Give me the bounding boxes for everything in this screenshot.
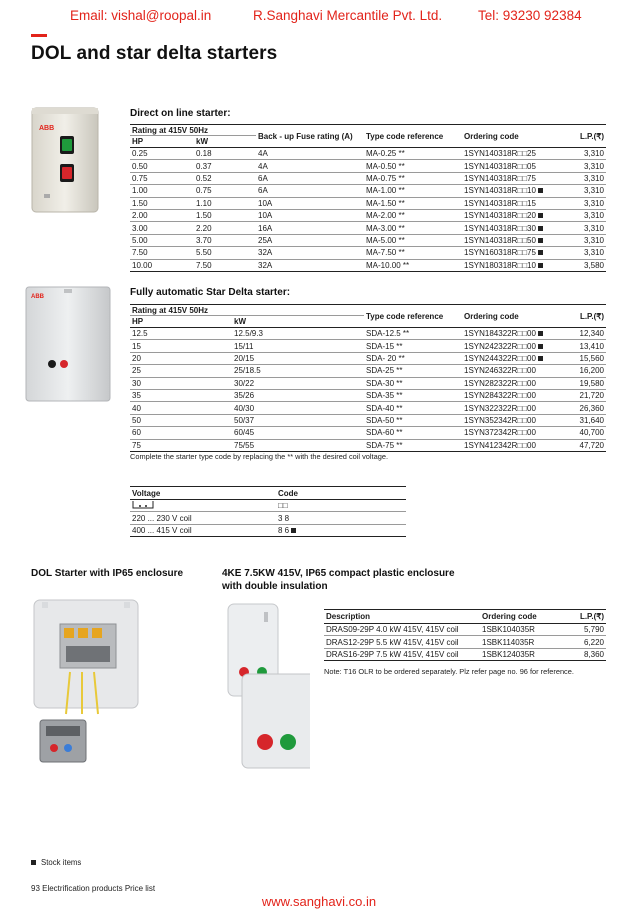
table-row: [130, 414, 606, 426]
list-price-cell: 47,720: [554, 439, 606, 451]
fuse-cell: 6A: [256, 185, 364, 197]
star-kw-header: kW: [234, 317, 246, 326]
table-row: [130, 148, 606, 160]
type-code-cell: MA-5.00 **: [364, 234, 462, 246]
ordering-code-cell: 1SBK104035R: [480, 624, 560, 636]
description-cell: DRAS16-29P 7.5 kW 415V, 415V coil: [324, 648, 480, 660]
star-ordering-header: Ordering code: [464, 311, 519, 321]
fuse-cell: 4A: [256, 148, 364, 160]
type-code-cell: SDA-15 **: [364, 340, 462, 352]
fuse-cell: 16A: [256, 222, 364, 234]
stock-square-icon: [538, 226, 543, 231]
hp-cell: 0.50: [130, 160, 194, 172]
stock-square-icon: [538, 344, 543, 349]
list-price-cell: 19,580: [554, 377, 606, 389]
ip65-ordering-header: Ordering code: [482, 612, 537, 621]
type-code-cell: SDA-35 **: [364, 389, 462, 401]
type-code-cell: MA-3.00 **: [364, 222, 462, 234]
hp-cell: 75: [130, 439, 232, 451]
star-abb-logo: ABB: [31, 294, 44, 300]
type-code-cell: MA-0.50 **: [364, 160, 462, 172]
table-row: [130, 234, 606, 246]
list-price-cell: 15,560: [554, 352, 606, 364]
kw-cell: 1.50: [194, 209, 256, 221]
fuse-cell: 10A: [256, 209, 364, 221]
kw-cell: 5.50: [194, 247, 256, 259]
table-row: [130, 247, 606, 259]
dol-type-header: Type code reference: [366, 131, 444, 141]
ordering-code-cell: 1SYN284322R□□00: [462, 389, 554, 401]
kw-cell: 20/15: [232, 352, 364, 364]
list-price-cell: 3,310: [554, 234, 606, 246]
ordering-code-cell: 1SYN160318R□□75: [462, 247, 554, 259]
table-row: [130, 160, 606, 172]
kw-cell: 35/26: [232, 389, 364, 401]
hp-cell: 10.00: [130, 259, 194, 271]
kw-cell: 0.75: [194, 185, 256, 197]
table-row: [130, 172, 606, 184]
table-row: [130, 340, 606, 352]
ip65-dol-title: DOL Starter with IP65 enclosure: [31, 568, 184, 579]
ip65-title-line1: 4KE 7.5KW 415V, IP65 compact plastic enclosure: [222, 568, 455, 579]
table-row: [130, 512, 406, 524]
type-code-cell: SDA-12.5 **: [364, 328, 462, 340]
ordering-code-cell: 1SYN352342R□□00: [462, 414, 554, 426]
hp-cell: 1.00: [130, 185, 194, 197]
kw-cell: 50/37: [232, 414, 364, 426]
hp-cell: 1.50: [130, 197, 194, 209]
ordering-code-cell: 1SBK124035R: [480, 648, 560, 660]
kw-cell: 40/30: [232, 402, 364, 414]
ordering-code-cell: 1SYN282322R□□00: [462, 377, 554, 389]
hp-cell: 2.00: [130, 209, 194, 221]
ordering-code-cell: 1SYN140318R□□30: [462, 222, 554, 234]
table-row: [130, 427, 606, 439]
type-code-cell: SDA-40 **: [364, 402, 462, 414]
stock-square-icon: [291, 528, 296, 533]
voltage-table: [130, 486, 406, 537]
star-note: Complete the starter type code by replacing the ** with the desired coil voltage.: [130, 452, 388, 461]
kw-cell: 7.50: [194, 259, 256, 271]
list-price-cell: 12,340: [554, 328, 606, 340]
ordering-code-cell: 1SYN412342R□□00: [462, 439, 554, 451]
list-price-cell: 3,310: [554, 197, 606, 209]
table-row: [130, 352, 606, 364]
ordering-code-cell: 1SYN242322R□□00: [462, 340, 554, 352]
ip65-description-header: Description: [326, 612, 371, 621]
ordering-code-cell: 1SYN322322R□□00: [462, 402, 554, 414]
type-code-cell: SDA-75 **: [364, 439, 462, 451]
ordering-code-cell: 1SYN140318R□□15: [462, 197, 554, 209]
hp-cell: 15: [130, 340, 232, 352]
table-row: [130, 222, 606, 234]
kw-cell: 3.70: [194, 234, 256, 246]
list-price-cell: 3,310: [554, 185, 606, 197]
ip65-note: Note: T16 OLR to be ordered separately. Plz refer page no. 96 for reference.: [324, 667, 574, 676]
stock-square-icon: [538, 238, 543, 243]
type-code-cell: MA-10.00 **: [364, 259, 462, 271]
stock-square-icon: [538, 213, 543, 218]
fuse-cell: 32A: [256, 259, 364, 271]
hp-cell: 35: [130, 389, 232, 401]
table-row: [130, 259, 606, 271]
ordering-code-cell: 1SYN244322R□□00: [462, 352, 554, 364]
kw-cell: 15/11: [232, 340, 364, 352]
description-cell: DRAS12-29P 5.5 kW 415V, 415V coil: [324, 636, 480, 648]
type-code-cell: SDA-25 **: [364, 365, 462, 377]
fuse-cell: 25A: [256, 234, 364, 246]
table-row: [130, 439, 606, 451]
ordering-code-cell: 1SYN184322R□□00: [462, 328, 554, 340]
hp-cell: 0.25: [130, 148, 194, 160]
list-price-cell: 3,310: [554, 247, 606, 259]
ordering-code-cell: 1SYN372342R□□00: [462, 427, 554, 439]
code-header: Code: [278, 488, 298, 498]
kw-cell: 12.5/9.3: [232, 328, 364, 340]
list-price-cell: 3,310: [554, 148, 606, 160]
type-code-cell: SDA-30 **: [364, 377, 462, 389]
table-row: [130, 197, 606, 209]
type-code-cell: SDA- 20 **: [364, 352, 462, 364]
table-row: [130, 500, 406, 512]
ordering-code-cell: 1SYN180318R□□10: [462, 259, 554, 271]
table-row: [130, 377, 606, 389]
hp-cell: 3.00: [130, 222, 194, 234]
type-code-cell: MA-2.00 **: [364, 209, 462, 221]
code-cell: 3 8: [276, 512, 406, 524]
stock-square-icon: [538, 250, 543, 255]
hp-cell: 50: [130, 414, 232, 426]
website-link[interactable]: www.sanghavi.co.in: [261, 894, 377, 909]
kw-cell: 0.52: [194, 172, 256, 184]
list-price-cell: 31,640: [554, 414, 606, 426]
dol-starter-image: [30, 104, 102, 216]
kw-cell: 1.10: [194, 197, 256, 209]
list-price-cell: 40,700: [554, 427, 606, 439]
code-cell: □□: [276, 500, 406, 512]
description-cell: DRAS09-29P 4.0 kW 415V, 415V coil: [324, 624, 480, 636]
ordering-code-cell: 1SYN246322R□□00: [462, 365, 554, 377]
list-price-cell: 3,310: [554, 222, 606, 234]
list-price-cell: 6,220: [560, 636, 606, 648]
ordering-code-cell: 1SYN140318R□□10: [462, 185, 554, 197]
kw-cell: 2.20: [194, 222, 256, 234]
red-indicator-button: [60, 360, 68, 368]
type-code-cell: SDA-60 **: [364, 427, 462, 439]
dol-rating-header: Rating at 415V 50Hz: [130, 125, 256, 136]
contact-header: [0, 6, 638, 26]
title-accent-bar: [31, 34, 47, 37]
ordering-code-cell: 1SYN140318R□□25: [462, 148, 554, 160]
type-code-cell: MA-0.25 **: [364, 148, 462, 160]
stock-square-icon: [538, 331, 543, 336]
dol-kw-header: kW: [196, 137, 208, 146]
kw-cell: 60/45: [232, 427, 364, 439]
ip65-table: [324, 609, 606, 661]
type-code-cell: MA-7.50 **: [364, 247, 462, 259]
table-row: [130, 328, 606, 340]
table-row: [324, 624, 606, 636]
fuse-cell: 4A: [256, 160, 364, 172]
list-price-cell: 13,410: [554, 340, 606, 352]
table-row: [130, 365, 606, 377]
star-type-header: Type code reference: [366, 311, 444, 321]
table-row: [130, 389, 606, 401]
list-price-cell: 3,580: [554, 259, 606, 271]
hp-cell: 0.75: [130, 172, 194, 184]
fuse-cell: 6A: [256, 172, 364, 184]
ip65-title-line2: with double insulation: [222, 581, 328, 592]
ordering-code-cell: 1SYN140318R□□20: [462, 209, 554, 221]
hp-cell: 20: [130, 352, 232, 364]
dol-section-title: Direct on line starter:: [130, 108, 231, 119]
list-price-cell: 8,360: [560, 648, 606, 660]
star-lp-header: L.P.(₹): [579, 311, 604, 321]
hp-cell: 40: [130, 402, 232, 414]
page-title: DOL and star delta starters: [31, 43, 278, 64]
hp-cell: 60: [130, 427, 232, 439]
dol-abb-logo: ABB: [39, 125, 55, 132]
table-row: [130, 402, 606, 414]
voltage-cell: [130, 500, 276, 512]
voltage-cell: 220 ... 230 V coil: [130, 512, 276, 524]
ip65-compact-enclosure-image: [222, 600, 310, 780]
list-price-cell: 26,360: [554, 402, 606, 414]
dol-ordering-header: Ordering code: [464, 131, 519, 141]
stock-square-icon: [31, 860, 36, 865]
star-rating-header: Rating at 415V 50Hz: [130, 305, 364, 316]
dol-hp-header: HP: [132, 137, 144, 146]
page-footer: 93 Electrification products Price list: [31, 884, 156, 893]
stock-legend: [31, 858, 81, 867]
dol-lp-header: L.P.(₹): [579, 131, 604, 141]
voltage-header: Voltage: [132, 488, 161, 498]
header-tel[interactable]: Tel: 93230 92384: [478, 8, 582, 23]
voltage-cell: 400 ... 415 V coil: [130, 524, 276, 536]
star-table: [130, 304, 606, 452]
fuse-cell: 32A: [256, 247, 364, 259]
code-cell: 8 6: [276, 524, 406, 536]
fuse-cell: 10A: [256, 197, 364, 209]
star-section-title: Fully automatic Star Delta starter:: [130, 287, 291, 298]
type-code-cell: MA-0.75 **: [364, 172, 462, 184]
green-start-button: [62, 139, 72, 151]
type-code-cell: SDA-50 **: [364, 414, 462, 426]
black-indicator-button: [48, 360, 56, 368]
dol-table: [130, 124, 606, 272]
ip65-lp-header: L.P.(₹): [579, 612, 604, 621]
ordering-code-cell: 1SYN140318R□□75: [462, 172, 554, 184]
star-hp-header: HP: [132, 317, 144, 326]
hp-cell: 30: [130, 377, 232, 389]
list-price-cell: 3,310: [554, 209, 606, 221]
header-company: R.Sanghavi Mercantile Pvt. Ltd.: [253, 8, 443, 23]
ordering-code-cell: 1SBK114035R: [480, 636, 560, 648]
list-price-cell: 5,790: [560, 624, 606, 636]
list-price-cell: 3,310: [554, 160, 606, 172]
table-row: [130, 524, 406, 536]
hp-cell: 7.50: [130, 247, 194, 259]
red-stop-button: [62, 167, 72, 179]
stock-square-icon: [538, 188, 543, 193]
stock-square-icon: [538, 263, 543, 268]
list-price-cell: 16,200: [554, 365, 606, 377]
hp-cell: 12.5: [130, 328, 232, 340]
coil-terminal-icon: [132, 502, 154, 511]
kw-cell: 75/55: [232, 439, 364, 451]
table-row: [130, 209, 606, 221]
list-price-cell: 3,310: [554, 172, 606, 184]
table-row: [324, 648, 606, 660]
kw-cell: 25/18.5: [232, 365, 364, 377]
table-row: [324, 636, 606, 648]
header-email[interactable]: Email: vishal@roopal.in: [70, 8, 212, 23]
stock-legend-label: Stock items: [41, 858, 82, 867]
type-code-cell: MA-1.50 **: [364, 197, 462, 209]
ordering-code-cell: 1SYN140318R□□50: [462, 234, 554, 246]
list-price-cell: 21,720: [554, 389, 606, 401]
ip65-open-enclosure-image: [30, 594, 146, 794]
hp-cell: 25: [130, 365, 232, 377]
table-row: [130, 185, 606, 197]
hp-cell: 5.00: [130, 234, 194, 246]
dol-fuse-header: Back - up Fuse rating (A): [258, 131, 353, 141]
kw-cell: 30/22: [232, 377, 364, 389]
type-code-cell: MA-1.00 **: [364, 185, 462, 197]
ordering-code-cell: 1SYN140318R□□05: [462, 160, 554, 172]
star-delta-starter-image: [24, 284, 114, 404]
kw-cell: 0.37: [194, 160, 256, 172]
kw-cell: 0.18: [194, 148, 256, 160]
stock-square-icon: [538, 356, 543, 361]
